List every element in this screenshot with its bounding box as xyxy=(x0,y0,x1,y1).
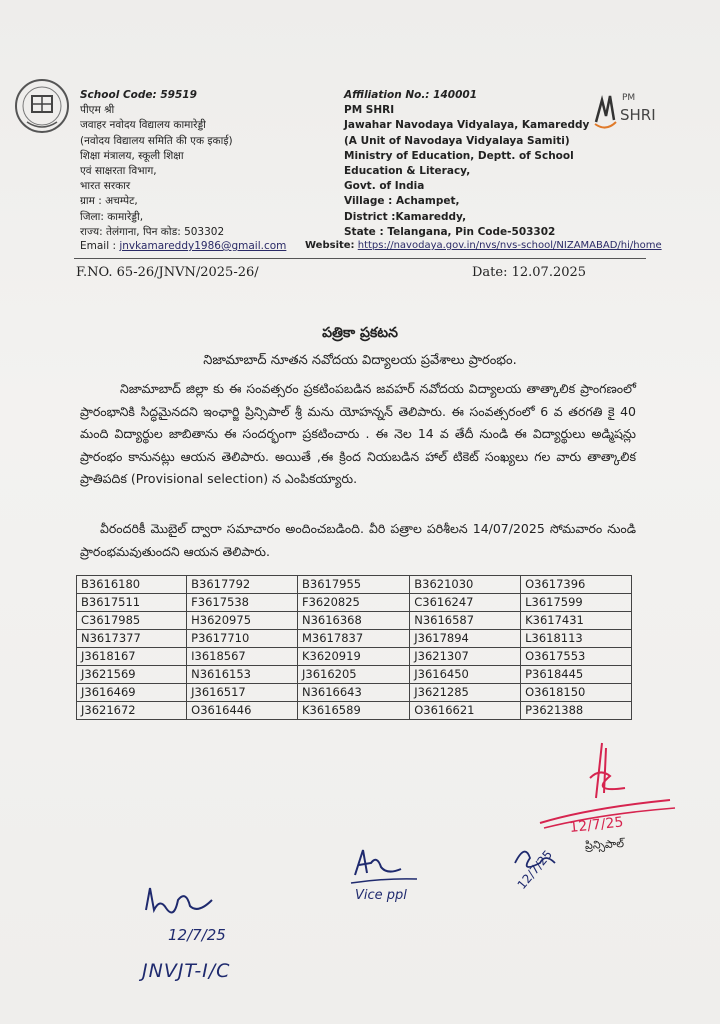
website-link[interactable]: https://navodaya.gov.in/nvs/nvs-school/NIZAMABAD/hi/home xyxy=(357,240,662,251)
pm-shri-logo-text: SHRI xyxy=(620,106,656,124)
roll-number-cell: P3617710 xyxy=(187,630,298,648)
header-hindi-line: एवं साक्षरता विभाग, xyxy=(80,165,157,178)
page-title: పత్రికా ప్రకటన xyxy=(322,325,398,341)
principal-signature xyxy=(530,738,680,848)
header-hindi-line: जवाहर नवोदय विद्यालय कामारेड्डी xyxy=(80,119,206,132)
header-hindi-line: ग्राम : अचम्पेट, xyxy=(80,195,138,208)
roll-number-cell: O3617396 xyxy=(521,576,632,594)
svg-text:PM: PM xyxy=(622,93,636,103)
vice-principal-label: Vice ppl xyxy=(355,888,407,903)
header-hindi-line: राज्य: तेलंगाना, पिन कोड: 503302 xyxy=(80,225,225,238)
roll-number-cell: J3621569 xyxy=(77,666,187,684)
header-hindi-line: (नवोदय विद्यालय समिति की एक इकाई) xyxy=(80,134,233,147)
email-link[interactable]: jnvkamareddy1986@gmail.com xyxy=(119,240,287,252)
roll-number-cell: B3617955 xyxy=(298,576,410,594)
roll-number-cell: B3621030 xyxy=(410,576,521,594)
header-hindi-line: जिला: कामारेड्डी, xyxy=(80,210,144,223)
roll-number-cell: K3620919 xyxy=(298,648,410,666)
roll-number-cell: J3616450 xyxy=(410,666,521,684)
roll-number-cell: I3618567 xyxy=(187,648,298,666)
letter-date: Date: 12.07.2025 xyxy=(472,265,587,280)
roll-number-cell: F3617538 xyxy=(187,594,298,612)
email-row xyxy=(80,240,286,252)
principal-stamp-date: 12/7/25 xyxy=(514,847,556,892)
roll-number-cell: K3616589 xyxy=(298,702,410,720)
left-signature xyxy=(138,880,248,950)
principal-label: ప్రిన్సిపాల్ xyxy=(584,836,625,853)
header-left-block xyxy=(80,88,330,240)
website-label: Website: xyxy=(305,240,355,251)
principal-sign-date: 12/7/25 xyxy=(568,814,625,836)
roll-number-cell: J3616205 xyxy=(298,666,410,684)
header-hindi-line: शिक्षा मंत्रालय, स्कूली शिक्षा xyxy=(80,149,184,162)
roll-number-cell: H3620975 xyxy=(187,612,298,630)
school-code: School Code: 59519 xyxy=(80,89,197,101)
table-row xyxy=(77,702,632,720)
roll-number-cell: P3621388 xyxy=(521,702,632,720)
roll-number-cell: B3617511 xyxy=(77,594,187,612)
header-english-line: State : Telangana, Pin Code-503302 xyxy=(344,225,556,238)
body-paragraph-1: నిజామాబాద్ జిల్లా కు ఈ సంవత్సరం ప్రకటింపబడిన జవహర్ నవోదయ విద్యాలయ తాత్కాలిక ప్రాంగణంలో ప్రారంభానికి సిద్ధమైనదని ఇంఛార్జి ప్రిన్సిపాల్ శ్రీ మను యోహన్నన్ తెలిపారు. ఈ సంవత్సరంలో 6 వ తరగతి కై 40 మంది విద్యార్థుల జాబితాను ఈ సందర్భంగా ప్రకటించారు . ఈ నెల 14 వ తేదీ నుండి ఈ విద్యార్థులు అడ్మిషన్లు ప్రారంభం కానునట్లు ఆయన తెలిపారు. అయితే ,ఈ క్రింద నియబడిన హాల్ టికెట్ సంఖ్యలు గల వారు తాత్కాలిక ప్రాతిపదిక (Provisional selection) న ఎంపికయ్యారు. xyxy=(80,381,636,486)
roll-number-cell: L3618113 xyxy=(521,630,632,648)
roll-number-cell: B3616180 xyxy=(77,576,187,594)
file-number: F.NO. 65-26/JNVN/2025-26/ xyxy=(76,265,259,280)
jnv-emblem-icon xyxy=(13,72,71,142)
table-row xyxy=(77,612,632,630)
roll-number-cell: J3616517 xyxy=(187,684,298,702)
header-english-line: Jawahar Navodaya Vidyalaya, Kamareddy xyxy=(344,119,590,132)
roll-number-cell: N3616153 xyxy=(187,666,298,684)
affiliation-number: Affiliation No.: 140001 xyxy=(344,89,477,101)
roll-number-cell: F3620825 xyxy=(298,594,410,612)
subtitle: నిజామాబాద్ నూతన నవోదయ విద్యాలయ ప్రవేశాలు ప్రారంభం. xyxy=(203,353,517,368)
website-row xyxy=(305,240,662,251)
roll-number-cell: J3617894 xyxy=(410,630,521,648)
body-paragraph-2: వీరందరికీ మొబైల్ ద్వారా సమాచారం అందించబడింది. వీరి పత్రాల పరిశీలన 14/07/2025 సోమవారం నుండి ప్రారంభమవుతుందని ఆయన తెలిపారు. xyxy=(80,521,636,559)
table-row xyxy=(77,648,632,666)
table-row xyxy=(77,594,632,612)
roll-number-cell: C3616247 xyxy=(410,594,521,612)
left-handwritten-note: JNVJT-I/C xyxy=(142,960,231,982)
roll-number-cell: M3617837 xyxy=(298,630,410,648)
header-english-line: PM SHRI xyxy=(344,104,395,117)
roll-number-cell: B3617792 xyxy=(187,576,298,594)
roll-number-cell: N3616368 xyxy=(298,612,410,630)
roll-number-cell: O3616621 xyxy=(410,702,521,720)
roll-number-cell: N3616587 xyxy=(410,612,521,630)
header-hindi-line: पीएम श्री xyxy=(80,104,115,117)
roll-number-table xyxy=(76,575,632,720)
table-row xyxy=(77,576,632,594)
header-english-line: Ministry of Education, Deptt. of School xyxy=(344,149,574,162)
roll-number-cell: P3618445 xyxy=(521,666,632,684)
table-row xyxy=(77,630,632,648)
roll-number-cell: K3617431 xyxy=(521,612,632,630)
table-row xyxy=(77,684,632,702)
roll-number-cell: J3616469 xyxy=(77,684,187,702)
header-english-line: Education & Literacy, xyxy=(344,165,471,178)
roll-number-cell: L3617599 xyxy=(521,594,632,612)
roll-number-cell: J3621307 xyxy=(410,648,521,666)
email-label: Email : xyxy=(80,240,117,252)
roll-number-cell: O3618150 xyxy=(521,684,632,702)
roll-number-cell: N3616643 xyxy=(298,684,410,702)
roll-number-cell: J3621672 xyxy=(77,702,187,720)
roll-number-cell: J3618167 xyxy=(77,648,187,666)
roll-number-cell: C3617985 xyxy=(77,612,187,630)
header-english-line: (A Unit of Navodaya Vidyalaya Samiti) xyxy=(344,134,570,147)
header-english-line: Govt. of India xyxy=(344,180,425,193)
header-divider xyxy=(74,258,646,259)
header-hindi-line: भारत सरकार xyxy=(80,180,131,193)
header-right-block xyxy=(344,88,604,240)
header-english-line: Village : Achampet, xyxy=(344,195,460,208)
principal-stamp-signature xyxy=(505,838,595,898)
roll-number-cell: O3617553 xyxy=(521,648,632,666)
roll-number-cell: O3616446 xyxy=(187,702,298,720)
header-english-line: District :Kamareddy, xyxy=(344,210,467,223)
table-row xyxy=(77,666,632,684)
roll-number-cell: J3621285 xyxy=(410,684,521,702)
roll-number-cell: N3617377 xyxy=(77,630,187,648)
left-sign-date: 12/7/25 xyxy=(168,926,226,944)
